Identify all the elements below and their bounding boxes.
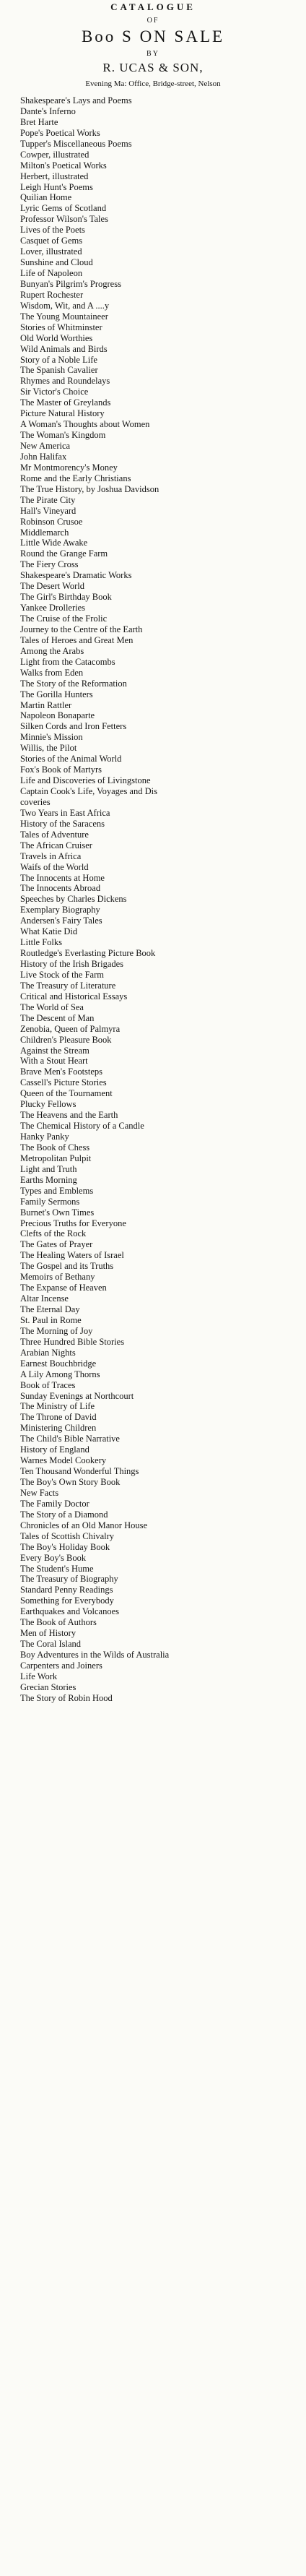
book-title: The Story of Robin Hood bbox=[20, 1692, 113, 1703]
book-title: Robinson Crusoe bbox=[20, 516, 83, 527]
book-title: Casquet of Gems bbox=[20, 236, 83, 246]
book-title: Precious Truths for Everyone bbox=[20, 1218, 126, 1228]
book-title: Wisdom, Wit, and A ....y bbox=[20, 300, 110, 311]
book-title: Light from the Catacombs bbox=[20, 656, 115, 667]
book-title: Sir Victor's Choice bbox=[20, 387, 89, 397]
book-title: Rome and the Early Christians bbox=[20, 473, 131, 483]
book-title: Ministering Children bbox=[20, 1423, 97, 1434]
book-title: Standard Penny Readings bbox=[20, 1585, 113, 1595]
book-title: Sunday Evenings at Northcourt bbox=[20, 1390, 134, 1401]
book-title: Stories of the Animal World bbox=[20, 754, 122, 764]
book-title: The Woman's Kingdom bbox=[20, 430, 106, 441]
book-title: Metropolitan Pulpit bbox=[20, 1153, 92, 1163]
book-title: A Lily Among Thorns bbox=[20, 1369, 100, 1379]
book-title: The Coral Island bbox=[20, 1639, 82, 1650]
book-title: The Heavens and the Earth bbox=[20, 1110, 118, 1121]
book-title: The Gorilla Hunters bbox=[20, 689, 93, 699]
book-title: Mr Montmorency's Money bbox=[20, 462, 118, 473]
book-title: The Ministry of Life bbox=[20, 1401, 95, 1412]
book-title: Memoirs of Bethany bbox=[20, 1272, 95, 1283]
book-title: The Morning of Joy bbox=[20, 1325, 93, 1336]
book-title: The Story of a Diamond bbox=[20, 1509, 108, 1520]
book-title: Against the Stream bbox=[20, 1045, 89, 1056]
book-title: Chronicles of an Old Manor House bbox=[20, 1520, 148, 1530]
book-title: coveries bbox=[20, 796, 51, 807]
book-title: Little Folks bbox=[20, 937, 62, 948]
book-title: Little Wide Awake bbox=[20, 538, 88, 548]
book-title: History of the Saracens bbox=[20, 818, 105, 829]
book-title: Grecian Stories bbox=[20, 1681, 76, 1692]
book-title: Tupper's Miscellaneous Poems bbox=[20, 138, 132, 149]
book-title: Round the Grange Farm bbox=[20, 548, 108, 559]
book-title: The African Cruiser bbox=[20, 840, 92, 850]
book-title: What Katie Did bbox=[20, 926, 78, 937]
book-title: Story of a Noble Life bbox=[20, 354, 97, 365]
book-title: Something for Everybody bbox=[20, 1595, 114, 1606]
book-title: The Gospel and its Truths bbox=[20, 1261, 114, 1272]
book-title: History of England bbox=[20, 1444, 89, 1455]
book-title: Burnet's Own Times bbox=[20, 1207, 95, 1218]
book-title: The Student's Hume bbox=[20, 1563, 94, 1574]
book-title: Sunshine and Cloud bbox=[20, 257, 93, 268]
book-title: Live Stock of the Farm bbox=[20, 969, 104, 980]
book-title: Types and Emblems bbox=[20, 1185, 94, 1196]
catalogue-title: CATALOGUE bbox=[110, 1, 196, 12]
seller-address: Evening Ma: Office, Bridge-street, Nelson bbox=[85, 79, 221, 88]
book-title: The Desert World bbox=[20, 581, 85, 592]
book-title: The Gates of Prayer bbox=[20, 1239, 93, 1250]
book-title: Stories of Whitminster bbox=[20, 322, 102, 332]
book-title: Queen of the Tournament bbox=[20, 1088, 113, 1099]
book-title: Shakespeare's Lays and Poems bbox=[20, 95, 132, 105]
book-title: With a Stout Heart bbox=[20, 1056, 88, 1067]
book-title: Silken Cords and Iron Fetters bbox=[20, 721, 127, 732]
book-title: Lyric Gems of Scotland bbox=[20, 203, 107, 214]
book-title: Carpenters and Joiners bbox=[20, 1660, 102, 1671]
book-title: The Treasury of Literature bbox=[20, 980, 116, 991]
book-title: The Healing Waters of Israel bbox=[20, 1250, 124, 1261]
book-title: Bret Harte bbox=[20, 116, 58, 127]
book-title: Walks from Eden bbox=[20, 667, 84, 678]
book-title: Tales of Scottish Chivalry bbox=[20, 1530, 115, 1541]
book-title: Hanky Panky bbox=[20, 1132, 69, 1142]
book-title: The Spanish Cavalier bbox=[20, 365, 98, 376]
book-title: Altar Incense bbox=[20, 1293, 69, 1304]
book-title: Arabian Nights bbox=[20, 1347, 76, 1358]
book-title: Leigh Hunt's Poems bbox=[20, 181, 93, 192]
book-title: Minnie's Mission bbox=[20, 732, 83, 743]
book-title: The Girl's Birthday Book bbox=[20, 592, 112, 603]
book-title: The World of Sea bbox=[20, 1001, 84, 1012]
book-title: History of the Irish Brigades bbox=[20, 959, 124, 969]
book-title: Critical and Historical Essays bbox=[20, 991, 128, 1001]
book-title: The Pirate City bbox=[20, 494, 76, 505]
book-title: A Woman's Thoughts about Women bbox=[20, 419, 150, 430]
book-title: Bunyan's Pilgrim's Progress bbox=[20, 278, 121, 289]
book-title: Book of Traces bbox=[20, 1379, 76, 1390]
book-title: Boy Adventures in the Wilds of Australia bbox=[20, 1650, 170, 1660]
book-title: Martin Rattler bbox=[20, 699, 72, 710]
book-title: Life Work bbox=[20, 1671, 58, 1681]
book-title: Light and Truth bbox=[20, 1163, 77, 1174]
book-title: Professor Wilson's Tales bbox=[20, 214, 108, 225]
book-title: Zenobia, Queen of Palmyra bbox=[20, 1023, 121, 1034]
book-title: Plucky Fellows bbox=[20, 1099, 76, 1110]
book-title: Routledge's Everlasting Picture Book bbox=[20, 948, 156, 959]
book-title: Life and Discoveries of Livingstone bbox=[20, 775, 151, 786]
book-title: New Facts bbox=[20, 1487, 59, 1498]
book-title: Wild Animals and Birds bbox=[20, 343, 108, 354]
book-title: Quilian Home bbox=[20, 192, 72, 203]
book-title: Napoleon Bonaparte bbox=[20, 710, 95, 721]
book-title: Clefts of the Rock bbox=[20, 1228, 87, 1239]
book-title: Andersen's Fairy Tales bbox=[20, 916, 102, 926]
book-title: Three Hundred Bible Stories bbox=[20, 1336, 125, 1347]
book-title: Exemplary Biography bbox=[20, 905, 100, 916]
book-title: The Innocents Abroad bbox=[20, 883, 101, 894]
book-title: Middlemarch bbox=[20, 527, 69, 538]
book-title: Brave Men's Footsteps bbox=[20, 1067, 103, 1077]
book-title: The Fiery Cross bbox=[20, 559, 79, 570]
book-title: Earnest Bouchbridge bbox=[20, 1358, 97, 1369]
book-title: Earthquakes and Volcanoes bbox=[20, 1606, 119, 1617]
book-title: Herbert, illustrated bbox=[20, 171, 89, 181]
book-title: Fox's Book of Martyrs bbox=[20, 764, 102, 775]
book-title: Yankee Drolleries bbox=[20, 603, 86, 613]
book-title: Every Boy's Book bbox=[20, 1552, 87, 1563]
book-title: Tales of Heroes and Great Men bbox=[20, 634, 134, 645]
book-title: The Book of Authors bbox=[20, 1617, 97, 1628]
book-title: Journey to the Centre of the Earth bbox=[20, 624, 143, 634]
book-title: Two Years in East Africa bbox=[20, 807, 110, 818]
book-title: Earths Morning bbox=[20, 1174, 77, 1185]
book-title: Warnes Model Cookery bbox=[20, 1455, 107, 1466]
books-on-sale-heading: Boo S ON SALE bbox=[81, 27, 225, 46]
book-title: Ten Thousand Wonderful Things bbox=[20, 1466, 139, 1477]
book-title: Family Sermons bbox=[20, 1196, 80, 1207]
book-title: The Boy's Own Story Book bbox=[20, 1477, 121, 1487]
book-title: Rhymes and Roundelays bbox=[20, 376, 110, 387]
of-label: OF bbox=[147, 17, 159, 25]
book-title: Among the Arabs bbox=[20, 645, 84, 656]
by-label: BY bbox=[147, 50, 159, 58]
book-title: Willis, the Pilot bbox=[20, 743, 77, 754]
book-title: The Eternal Day bbox=[20, 1304, 80, 1314]
book-title: Dante's Inferno bbox=[20, 105, 76, 116]
book-title: Speeches by Charles Dickens bbox=[20, 894, 127, 905]
book-title: Shakespeare's Dramatic Works bbox=[20, 570, 132, 581]
book-title: New America bbox=[20, 441, 71, 451]
book-title: Travels in Africa bbox=[20, 850, 82, 861]
book-title: Cassell's Picture Stories bbox=[20, 1077, 107, 1088]
book-title: Men of History bbox=[20, 1628, 76, 1639]
book-title: The Young Mountaineer bbox=[20, 311, 108, 322]
book-title: The Innocents at Home bbox=[20, 872, 105, 883]
book-title: Cowper, illustrated bbox=[20, 149, 89, 160]
book-title: The Story of the Reformation bbox=[20, 678, 127, 689]
book-title: Pope's Poetical Works bbox=[20, 127, 100, 138]
book-title: The True History, by Joshua Davidson bbox=[20, 483, 159, 494]
book-title: Rupert Rochester bbox=[20, 289, 84, 300]
seller-name: R. UCAS & SON, bbox=[102, 61, 204, 74]
book-title: Milton's Poetical Works bbox=[20, 160, 107, 171]
book-title: The Chemical History of a Candle bbox=[20, 1121, 144, 1132]
book-title: The Book of Chess bbox=[20, 1142, 90, 1153]
book-title: Lover, illustrated bbox=[20, 246, 82, 257]
book-title: The Child's Bible Narrative bbox=[20, 1434, 120, 1444]
book-title: Captain Cook's Life, Voyages and Dis bbox=[20, 786, 157, 796]
book-title: Hall's Vineyard bbox=[20, 505, 76, 516]
book-title: The Family Doctor bbox=[20, 1498, 89, 1509]
book-title: Lives of the Poets bbox=[20, 225, 85, 236]
book-title: Picture Natural History bbox=[20, 408, 105, 419]
book-title: The Throne of David bbox=[20, 1412, 97, 1423]
book-title: Tales of Adventure bbox=[20, 829, 89, 840]
book-title: The Expanse of Heaven bbox=[20, 1283, 107, 1293]
book-title: John Halifax bbox=[20, 451, 67, 462]
book-list bbox=[0, 95, 306, 1704]
book-title: Waifs of the World bbox=[20, 861, 89, 872]
book-title: The Descent of Man bbox=[20, 1012, 95, 1023]
book-title: St. Paul in Rome bbox=[20, 1314, 82, 1325]
book-title: Life of Napoleon bbox=[20, 268, 83, 278]
book-title: The Master of Greylands bbox=[20, 397, 111, 408]
book-title: Old World Worthies bbox=[20, 332, 93, 343]
book-title: The Treasury of Biography bbox=[20, 1574, 118, 1585]
book-title: Children's Pleasure Book bbox=[20, 1034, 112, 1045]
book-title: The Boy's Holiday Book bbox=[20, 1541, 110, 1552]
book-title: The Cruise of the Frolic bbox=[20, 613, 108, 624]
catalogue-header bbox=[0, 0, 306, 88]
